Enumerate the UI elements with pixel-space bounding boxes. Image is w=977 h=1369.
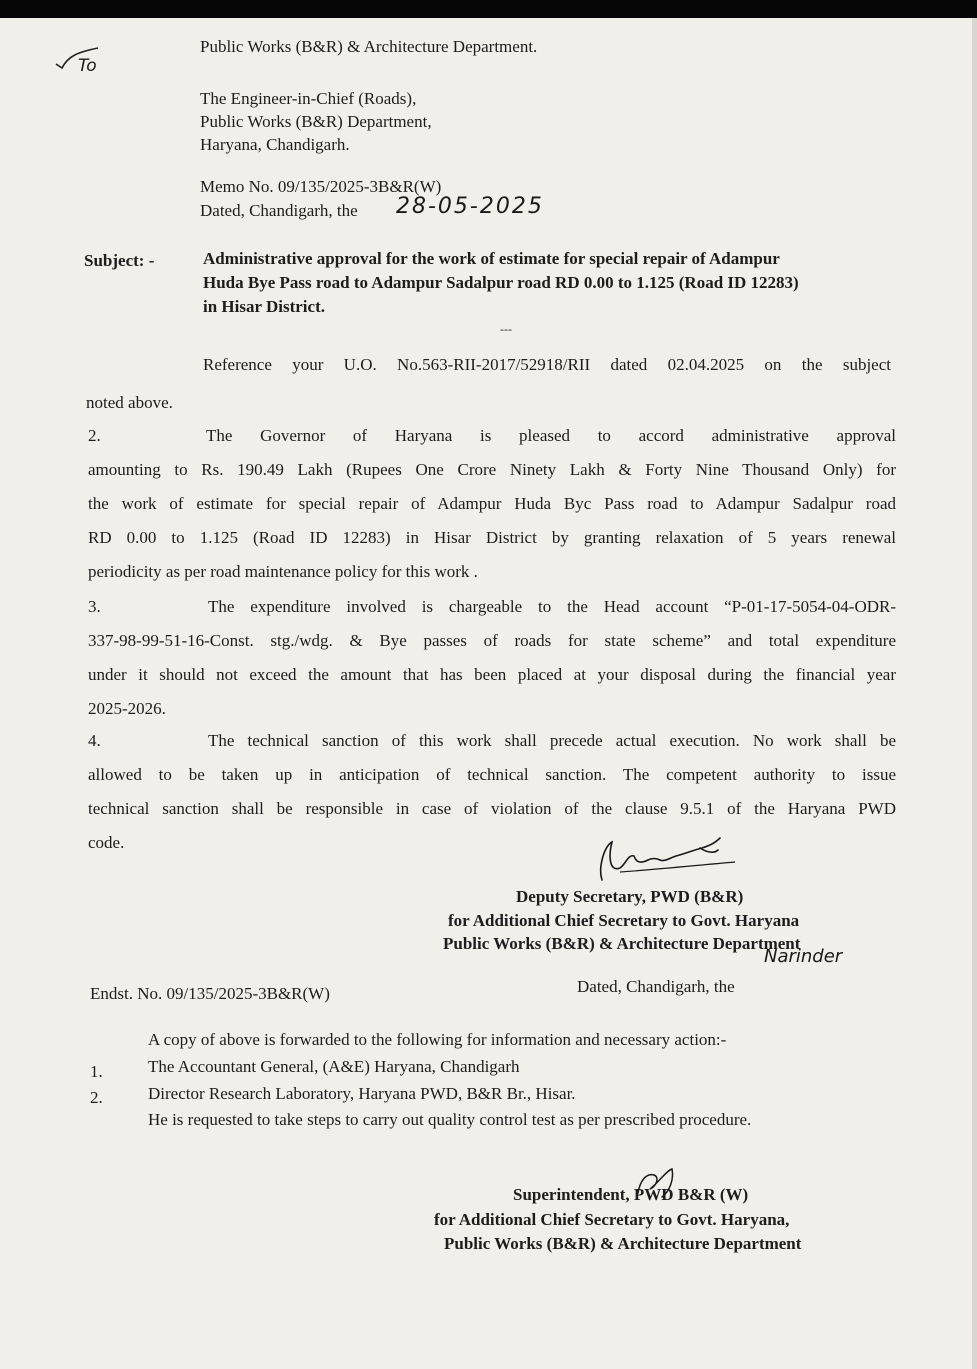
para-3-line-1: The expenditure involved is chargeable to the Head account “P-01-17-5054-04-ODR- bbox=[208, 597, 896, 616]
addressee-line-2: Public Works (B&R) Department, bbox=[200, 112, 432, 131]
endorsement-item-2-text: Director Research Laboratory, Haryana PWD, B&R Br., Hisar. bbox=[148, 1084, 576, 1103]
signature-2-designation: Superintendent, PWD B&R (W) bbox=[513, 1185, 749, 1204]
para-4-line-2: allowed to be taken up in anticipation of technical sanction. The competent authority to issue bbox=[88, 765, 896, 784]
subject-line-1: Administrative approval for the work of estimate for special repair of Adampur bbox=[203, 249, 780, 268]
endorsement-item-2-number: 2. bbox=[90, 1088, 103, 1107]
para-3-line-2: 337-98-99-51-16-Const. stg./wdg. & Bye passes of roads for state scheme” and total expenditure bbox=[88, 631, 896, 650]
endorsement-dated: Dated, Chandigarh, the bbox=[577, 977, 735, 996]
para-3-line-4: 2025-2026. bbox=[88, 699, 166, 718]
paragraph-3 bbox=[88, 590, 896, 726]
memo-dated-label: Dated, Chandigarh, the bbox=[200, 201, 358, 220]
para-2-line-4: RD 0.00 to 1.125 (Road ID 12283) in Hisar District by granting relaxation of 5 years renewal bbox=[88, 528, 896, 547]
para-4-line-4: code. bbox=[88, 833, 125, 852]
endorsement-intro: A copy of above is forwarded to the following for information and necessary action:- bbox=[148, 1030, 727, 1049]
para-2-line-3: the work of estimate for special repair of Adampur Huda Byc Pass road to Adampur Sadalpur road bbox=[88, 494, 896, 513]
signature-1-designation: Deputy Secretary, PWD (B&R) bbox=[516, 887, 744, 906]
top-dark-bar bbox=[0, 0, 977, 18]
para-4-number: 4. bbox=[88, 731, 101, 750]
para-3-number: 3. bbox=[88, 597, 101, 616]
signature-1-line-2: for Additional Chief Secretary to Govt. Haryana bbox=[448, 911, 800, 930]
signature-2-line-3: Public Works (B&R) & Architecture Department bbox=[444, 1234, 802, 1253]
endorsement-note: He is requested to take steps to carry out quality control test as per prescribed procedure. bbox=[148, 1110, 752, 1129]
para-4-line-1: The technical sanction of this work shall precede actual execution. No work shall be bbox=[208, 731, 896, 750]
memo-number: Memo No. 09/135/2025-3B&R(W) bbox=[200, 177, 442, 196]
page-edge bbox=[972, 18, 977, 1369]
endorsement-number: Endst. No. 09/135/2025-3B&R(W) bbox=[90, 984, 330, 1003]
addressee-line-1: The Engineer-in-Chief (Roads), bbox=[200, 89, 417, 108]
paragraph-2 bbox=[88, 419, 896, 589]
para-2-number: 2. bbox=[88, 426, 101, 445]
signature-scribble-icon bbox=[590, 828, 740, 888]
reference-line-2: noted above. bbox=[86, 393, 173, 412]
signature-2-line-2: for Additional Chief Secretary to Govt. Haryana, bbox=[434, 1210, 790, 1229]
subject-line-3: in Hisar District. bbox=[203, 297, 325, 316]
department-header: Public Works (B&R) & Architecture Department. bbox=[200, 37, 538, 56]
endorsement-item-1-text: The Accountant General, (A&E) Haryana, Chandigarh bbox=[148, 1057, 520, 1076]
para-2-line-1: The Governor of Haryana is pleased to accord administrative approval bbox=[206, 426, 896, 445]
para-2-line-5: periodicity as per road maintenance policy for this work . bbox=[88, 562, 478, 581]
para-3-line-3: under it should not exceed the amount that has been placed at your disposal during the financial year bbox=[88, 665, 896, 684]
para-2-line-2: amounting to Rs. 190.49 Lakh (Rupees One Crore Ninety Lakh & Forty Nine Thousand Only) for bbox=[88, 460, 896, 479]
endorsement-item-1-number: 1. bbox=[90, 1062, 103, 1081]
handwritten-to: To bbox=[62, 56, 81, 76]
paragraph-4 bbox=[88, 724, 896, 860]
addressee-line-3: Haryana, Chandigarh. bbox=[200, 135, 350, 154]
subject-separator: --- bbox=[500, 322, 512, 336]
para-4-line-3: technical sanction shall be responsible in case of violation of the clause 9.5.1 of the Haryana PWD bbox=[88, 799, 896, 818]
memo-dated-handwritten: 28-05-2025 bbox=[396, 194, 544, 219]
reference-line-1: Reference your U.O. No.563-RII-2017/52918/RII dated 02.04.2025 on the subject bbox=[203, 355, 891, 374]
subject-line-2: Huda Bye Pass road to Adampur Sadalpur road RD 0.00 to 1.125 (Road ID 12283) bbox=[203, 273, 799, 292]
signature-1-handwritten-name: Narinder bbox=[764, 946, 843, 967]
signature-1-line-3: Public Works (B&R) & Architecture Department bbox=[443, 934, 801, 953]
subject-label: Subject: - bbox=[84, 251, 155, 270]
